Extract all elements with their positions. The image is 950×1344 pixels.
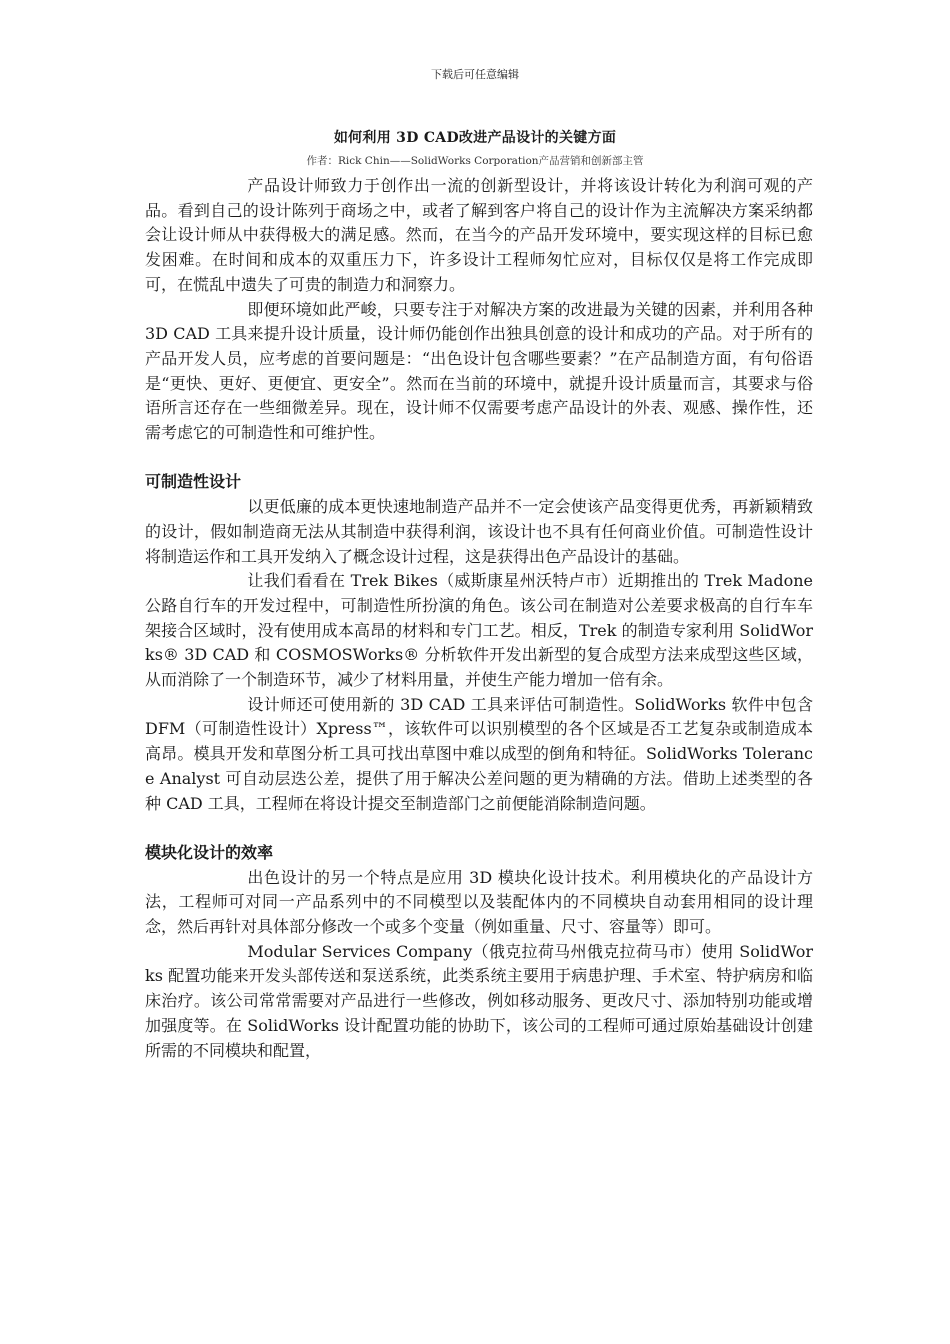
section2-paragraph-2: Modular Services Company（俄克拉荷马州俄克拉荷马市）使用 SolidWorks 配置功能来开发头部传送和泵送系统，此类系统主要用于病患护理、手术室、特护病房和临床治疗。该公司常常需要对产品进行一些修改，例如移动服务、更改尺寸、添加特别功能或增加强度等。在 SolidWorks 设计配置功能的协助下，该公司的工程师可通过原始基础设计创建所需的不同模块和配置， [145, 941, 813, 1060]
document-title: 如何利用 3D CAD改进产品设计的关键方面 [333, 130, 617, 146]
intro-paragraph-1: 产品设计师致力于创作出一流的创新型设计，并将该设计转化为利润可观的产品。看到自己的设计陈列于商场之中，或者了解到客户将自己的设计作为主流解决方案采纳都会让设计师从中获得极大的满足感。然而，在当今的产品开发环境中，要实现这样的目标已愈发困难。在时间和成本的双重压力下，许多设计工程师匆忙应对，目标仅仅是将工作完成即可，在慌乱中遗失了可贵的制造力和洞察力。 [145, 176, 813, 294]
document-body [145, 174, 813, 1063]
header-note: 下载后可任意编辑 [431, 68, 519, 81]
section1-paragraph-3: 设计师还可使用新的 3D CAD 工具来评估可制造性。SolidWorks 软件中包含 DFM（可制造性设计）Xpress™，该软件可以识别模型的各个区域是否工艺复杂或制造成本高昂。模具开发和草图分析工具可找出草图中难以成型的倒角和特征。SolidWorks Tolerance Analyst 可自动层迭公差，提供了用于解决公差问题的更为精确的方法。借助上述类型的各种 CAD 工具，工程师在将设计提交至制造部门之前便能消除制造问题。 [145, 694, 813, 813]
section1-paragraph-2: 让我们看看在 Trek Bikes（威斯康星州沃特卢市）近期推出的 Trek Madone 公路自行车的开发过程中，可制造性所扮演的角色。该公司在制造对公差要求极高的自行车车架接合区域时，没有使用成本高昂的材料和专门工艺。相反，Trek 的制造专家利用 SolidWorks® 3D CAD 和 COSMOSWorks® 分析软件开发出新型的复合成型方法来成型这些区域，从而消除了一个制造环节，减少了材料用量，并使生产能力增加一倍有余。 [145, 571, 813, 690]
section1-paragraph-1: 以更低廉的成本更快速地制造产品并不一定会使该产品变得更优秀，再新颖精致的设计，假如制造商无法从其制造中获得利润，该设计也不具有任何商业价值。可制造性设计将制造运作和工具开发纳入了概念设计过程，这是获得出色产品设计的基础。 [145, 497, 813, 566]
intro-paragraph-2: 即便环境如此严峻，只要专注于对解决方案的改进最为关键的因素，并利用各种 3D CAD 工具来提升设计质量，设计师仍能创作出独具创意的设计和成功的产品。对于所有的产品开发人员，应考虑的首要问题是：“出色设计包含哪些要素？”在产品制造方面，有句俗语是“更快、更好、更便宜、更安全”。然而在当前的环境中，就提升设计质量而言，其要求与俗语所言还存在一些细微差异。现在，设计师不仅需要考虑产品设计的外表、观感、操作性，还需考虑它的可制造性和可维护性。 [145, 299, 813, 443]
section-spacer [145, 446, 813, 471]
section2-paragraph-1: 出色设计的另一个特点是应用 3D 模块化设计技术。利用模块化的产品设计方法，工程师可对同一产品系列中的不同模型以及装配体内的不同模块自动套用相同的设计理念，然后再针对具体部分修改一个或多个变量（例如重量、尺寸、容量等）即可。 [145, 867, 813, 937]
section-heading-manufacturability: 可制造性设计 [145, 472, 242, 492]
section-heading-modular-design: 模块化设计的效率 [145, 842, 274, 862]
author-line: 作者：Rick Chin——SolidWorks Corporation产品营销和创新部主管 [306, 155, 644, 167]
section-spacer [145, 816, 813, 841]
